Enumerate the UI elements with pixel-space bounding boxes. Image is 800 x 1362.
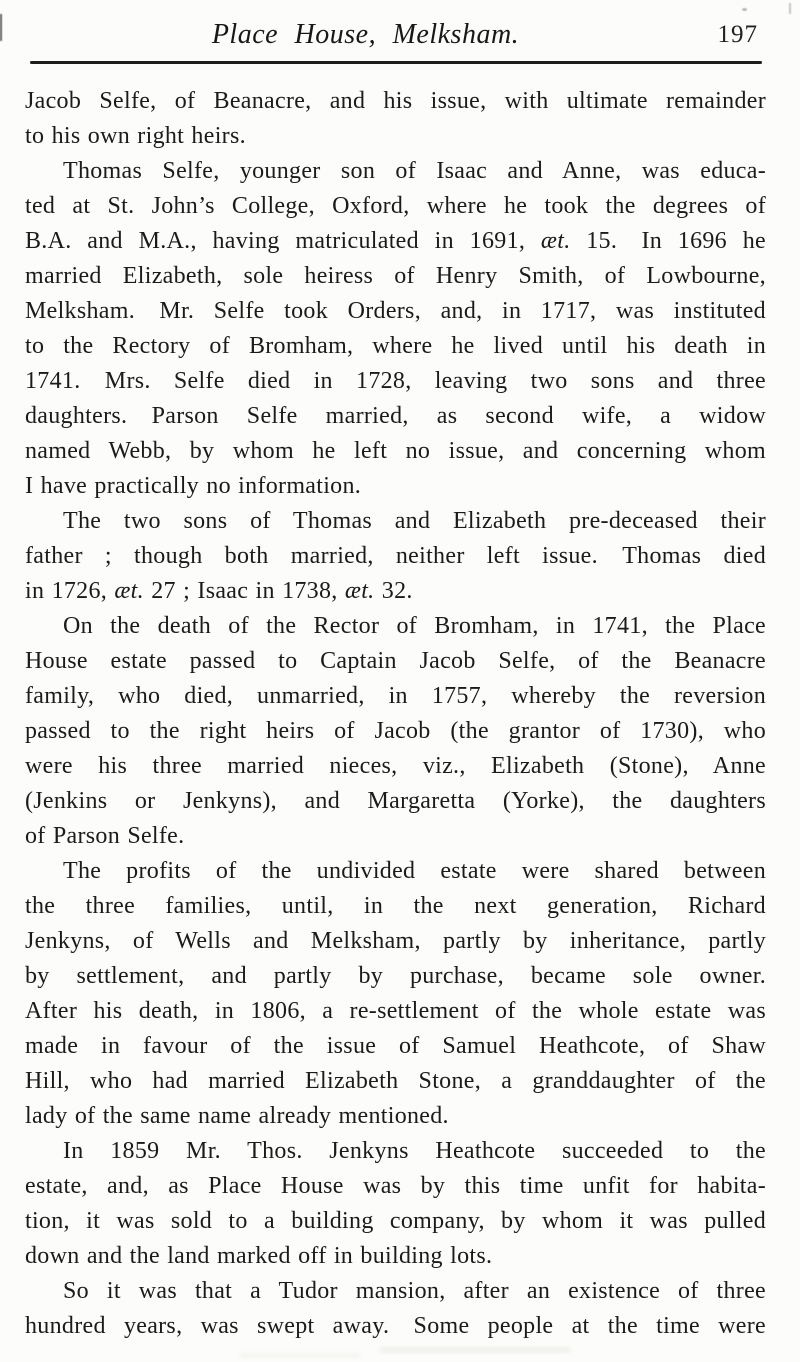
text-line: daughters. Parson Selfe married, as second wife, a widow bbox=[25, 403, 766, 429]
text-line: estate, and, as Place House was by this time unfit for habita- bbox=[25, 1173, 766, 1199]
page-header bbox=[25, 18, 766, 58]
text-line: House estate passed to Captain Jacob Selfe, of the Beanacre bbox=[25, 648, 766, 674]
page-body bbox=[25, 84, 766, 1344]
text-line: The two sons of Thomas and Elizabeth pre-deceased their bbox=[63, 508, 766, 534]
text-line: Thomas Selfe, younger son of Isaac and Anne, was educa- bbox=[63, 158, 766, 184]
scan-artifact-right-tick bbox=[789, 3, 791, 14]
text-line: to the Rectory of Bromham, where he lived until his death in bbox=[25, 333, 766, 359]
text-line: named Webb, by whom he left no issue, and concerning whom bbox=[25, 438, 766, 464]
text-line: tion, it was sold to a building company, by whom it was pulled bbox=[25, 1208, 766, 1234]
page-number: 197 bbox=[717, 21, 758, 48]
text-line: lady of the same name already mentioned. bbox=[25, 1103, 449, 1129]
text-line: of Parson Selfe. bbox=[25, 823, 185, 849]
text-line: the three families, until, in the next generation, Richard bbox=[25, 893, 766, 919]
header-rule bbox=[30, 61, 762, 64]
text-line: by settlement, and partly by purchase, became sole owner. bbox=[25, 963, 766, 989]
text-line: father ; though both married, neither left issue. Thomas died bbox=[25, 543, 766, 569]
text-line: made in favour of the issue of Samuel Heathcote, of Shaw bbox=[25, 1033, 766, 1059]
text-line: passed to the right heirs of Jacob (the grantor of 1730), who bbox=[25, 718, 766, 744]
scan-artifact-smudge bbox=[240, 1354, 360, 1357]
text-line: On the death of the Rector of Bromham, in 1741, the Place bbox=[63, 613, 766, 639]
text-line: 1741. Mrs. Selfe died in 1728, leaving two sons and three bbox=[25, 368, 766, 394]
text-line: down and the land marked off in building lots. bbox=[25, 1243, 493, 1269]
text-line: Jacob Selfe, of Beanacre, and his issue, with ultimate remainder bbox=[25, 88, 766, 114]
text-line: family, who died, unmarried, in 1757, whereby the reversion bbox=[25, 683, 766, 709]
scan-artifact-left-edge bbox=[0, 14, 2, 41]
text-line: B.A. and M.A., having matriculated in 1691, æt. 15. In 1696 he bbox=[25, 228, 766, 254]
scan-artifact-smudge bbox=[380, 1348, 570, 1352]
text-line: ted at St. John’s College, Oxford, where he took the degrees of bbox=[25, 193, 766, 219]
scan-artifact-speck bbox=[742, 8, 747, 11]
text-line: So it was that a Tudor mansion, after an existence of three bbox=[63, 1278, 766, 1304]
text-line: in 1726, æt. 27 ; Isaac in 1738, æt. 32. bbox=[25, 578, 413, 604]
text-line: Hill, who had married Elizabeth Stone, a granddaughter of the bbox=[25, 1068, 766, 1094]
text-line: Melksham. Mr. Selfe took Orders, and, in 1717, was instituted bbox=[25, 298, 766, 324]
text-line: I have practically no information. bbox=[25, 473, 362, 499]
text-line: married Elizabeth, sole heiress of Henry Smith, of Lowbourne, bbox=[25, 263, 766, 289]
text-line: The profits of the undivided estate were shared between bbox=[63, 858, 766, 884]
text-line: Jenkyns, of Wells and Melksham, partly by inheritance, partly bbox=[25, 928, 766, 954]
text-line: hundred years, was swept away. Some people at the time were bbox=[25, 1313, 766, 1339]
text-line: (Jenkins or Jenkyns), and Margaretta (Yorke), the daughters bbox=[25, 788, 766, 814]
text-line: to his own right heirs. bbox=[25, 123, 246, 149]
text-line: were his three married nieces, viz., Elizabeth (Stone), Anne bbox=[25, 753, 766, 779]
running-title: Place House, Melksham. bbox=[211, 19, 520, 50]
text-line: After his death, in 1806, a re-settlement of the whole estate was bbox=[25, 998, 766, 1024]
text-line: In 1859 Mr. Thos. Jenkyns Heathcote succeeded to the bbox=[63, 1138, 766, 1164]
